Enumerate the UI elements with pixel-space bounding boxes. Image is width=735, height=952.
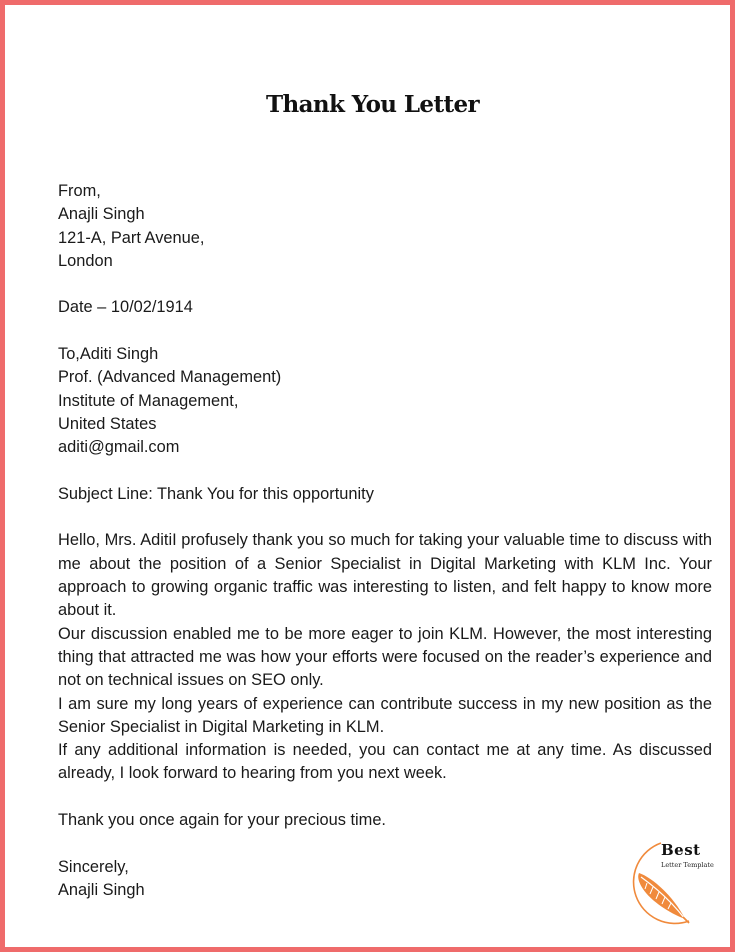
spacer <box>58 320 712 343</box>
spacer <box>58 506 712 529</box>
spacer <box>58 786 712 809</box>
from-label: From, <box>58 182 101 200</box>
body-paragraph: Our discussion enabled me to be more eager to join KLM. However, the most interesting thing that attracted me was how your efforts were focused on the reader’s experience and not on technical issues on SEO only. <box>58 624 712 690</box>
sender-address: 121-A, Part Avenue, <box>58 228 205 247</box>
page-title: Thank You Letter <box>265 91 480 118</box>
closing-thanks: Thank you once again for your precious time. <box>58 811 386 830</box>
recipient-name: To,Aditi Singh <box>58 345 159 364</box>
logo-tagline: Letter Template <box>661 861 714 869</box>
sign-off: Sincerely, <box>58 857 129 876</box>
body-paragraph: I am sure my long years of experience can contribute success in my new position as the Senior Specialist in Digital Marketing in KLM. <box>58 694 712 736</box>
sender-city: London <box>58 251 113 270</box>
recipient-institute: Institute of Management, <box>58 391 239 410</box>
brand-logo <box>617 837 721 929</box>
body-paragraph: If any additional information is needed, you can contact me at any time. As discussed already, I look forward to hearing from you next week. <box>58 741 712 783</box>
recipient-email: aditi@gmail.com <box>58 438 180 457</box>
spacer <box>58 832 712 855</box>
subject-line: Subject Line: Thank You for this opportunity <box>58 484 374 503</box>
signature-name: Anajli Singh <box>58 880 145 899</box>
recipient-country: United States <box>58 414 157 433</box>
recipient-title: Prof. (Advanced Management) <box>58 368 282 387</box>
sender-name: Anajli Singh <box>58 205 145 224</box>
body-paragraph: Hello, Mrs. AditiI profusely thank you so much for taking your valuable time to discuss with me about the position of a Senior Specialist in Digital Marketing with KLM Inc. Your approach to growing organic traffic was interesting to listen, and felt happy to know more about it. <box>58 531 712 620</box>
spacer <box>58 460 712 483</box>
logo-brand-text: Best <box>661 841 701 859</box>
letter-body <box>58 180 712 902</box>
spacer <box>58 273 712 296</box>
letter-date: Date – 10/02/1914 <box>58 298 193 317</box>
